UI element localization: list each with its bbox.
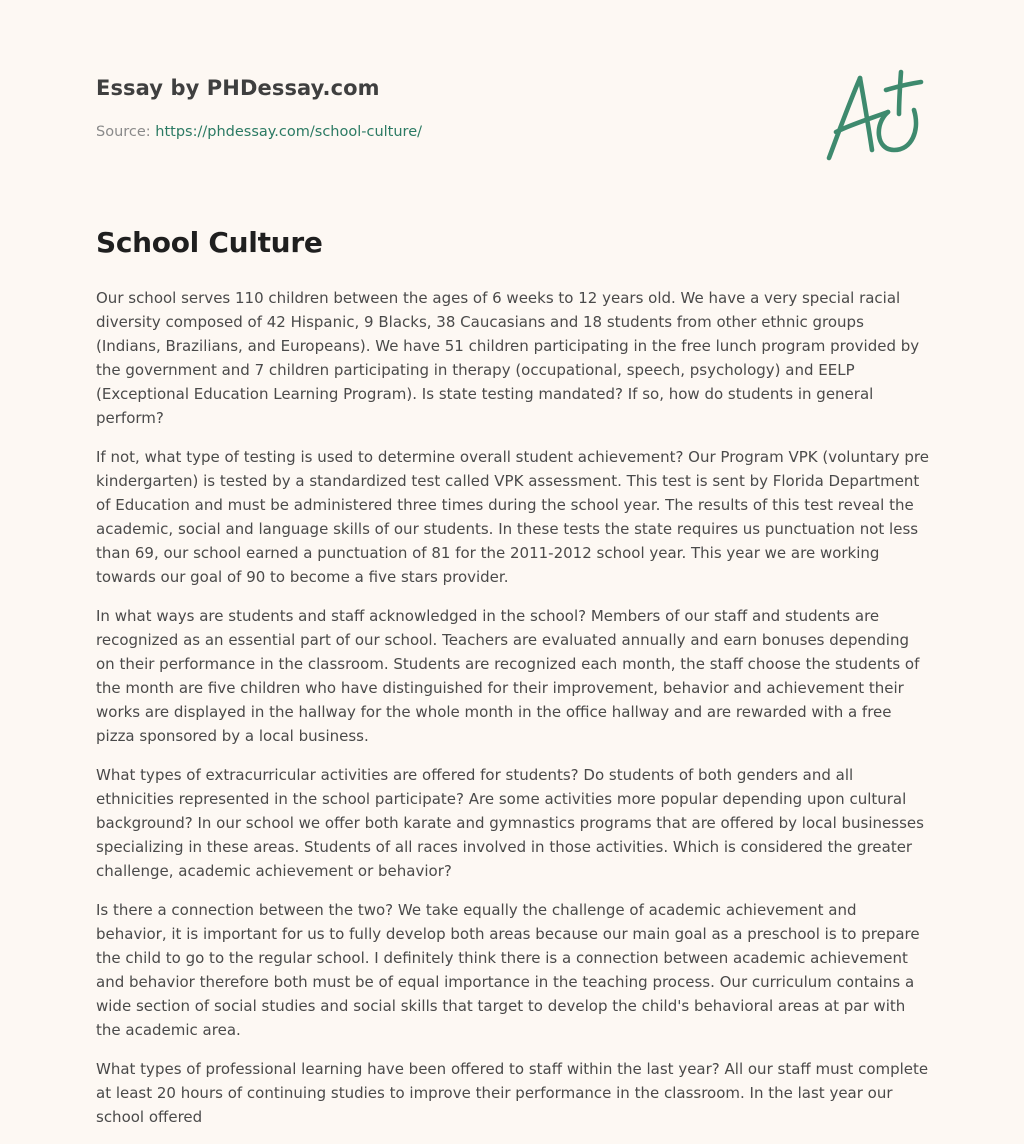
source-label: Source:: [96, 124, 151, 140]
site-title: Essay by PHDessay.com: [96, 76, 380, 100]
a-plus-grade-icon: [818, 66, 930, 166]
essay-paragraph: In what ways are students and staff acknowledged in the school? Members of our staff and students are recognized as an essential part of our school. Teachers are evaluated annually and earn bonuses depending on their performance in the classroom. Students are recognized each month, the staff choose the students of the month are five children who have distinguished for their improvement, behavior and achievement their works are displayed in the hallway for the whole month in the office hallway and are rewarded with a free pizza sponsored by a local business.: [96, 607, 920, 745]
essay-body: [96, 286, 930, 1144]
essay-paragraph: If not, what type of testing is used to determine overall student achievement? Our Program VPK (voluntary pre kindergarten) is tested by a standardized test called VPK assessment. This test is sent by Florida Department of Education and must be administered three times during the school year. The results of this test reveal the academic, social and language skills of our students. In these tests the state requires us punctuation not less than 69, our school earned a punctuation of 81 for the 2011-2012 school year. This year we are working towards our goal of 90 to become a five stars provider.: [96, 448, 929, 586]
essay-paragraph: Our school serves 110 children between the ages of 6 weeks to 12 years old. We have a very special racial diversity composed of 42 Hispanic, 9 Blacks, 38 Caucasians and 18 students from other ethnic groups (Indians, Brazilians, and Europeans). We have 51 children participating in the free lunch program provided by the government and 7 children participating in therapy (occupational, speech, psychology) and EELP (Exceptional Education Learning Program). Is state testing mandated? If so, how do students in general perform?: [96, 289, 920, 427]
source-line: [96, 124, 422, 140]
source-link[interactable]: https://phdessay.com/school-culture/: [155, 124, 422, 140]
essay-title: School Culture: [96, 226, 323, 259]
essay-paragraph: What types of professional learning have been offered to staff within the last year? All our staff must complete at least 20 hours of continuing studies to improve their performance in the classroom. In the last year our school offered: [96, 1060, 929, 1126]
essay-paragraph: Is there a connection between the two? We take equally the challenge of academic achievement and behavior, it is important for us to fully develop both areas because our main goal as a preschool is to prepare the child to go to the regular school. I definitely think there is a connection between academic achievement and behavior therefore both must be of equal importance in the teaching process. Our curriculum contains a wide section of social studies and social skills that target to develop the child's behavioral areas at par with the academic area.: [96, 901, 920, 1039]
essay-paragraph: What types of extracurricular activities are offered for students? Do students of both genders and all ethnicities represented in the school participate? Are some activities more popular depending upon cultural background? In our school we offer both karate and gymnastics programs that are offered by local businesses specializing in these areas. Students of all races involved in those activities. Which is considered the greater challenge, academic achievement or behavior?: [96, 766, 924, 880]
